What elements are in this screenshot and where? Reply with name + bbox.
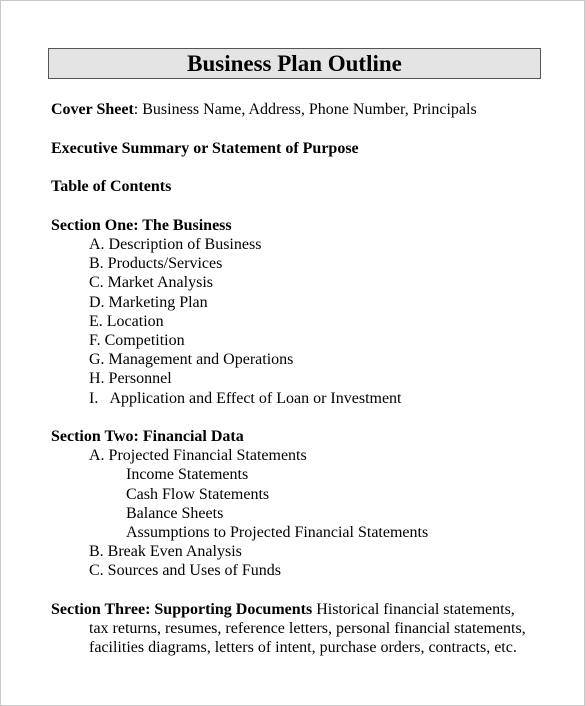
- section-one-item: B. Products/Services: [89, 255, 223, 272]
- table-of-contents-heading: Table of Contents: [51, 178, 172, 195]
- cover-sheet-text: : Business Name, Address, Phone Number, Principals: [133, 101, 477, 118]
- section-two-sub-item: Balance Sheets: [126, 505, 224, 522]
- section-two-sub-item: Assumptions to Projected Financial Statements: [126, 524, 429, 541]
- executive-summary-heading: Executive Summary or Statement of Purpose: [51, 140, 359, 157]
- section-one-item: G. Management and Operations: [89, 351, 294, 368]
- section-two-sub-item: Cash Flow Statements: [126, 486, 270, 503]
- section-one-item: F. Competition: [89, 332, 185, 349]
- section-one-item: H. Personnel: [89, 370, 172, 387]
- section-three-heading: Section Three: Supporting Documents: [51, 601, 313, 618]
- section-two-sub-item: Income Statements: [126, 466, 249, 483]
- section-two-item-b: B. Break Even Analysis: [89, 543, 242, 560]
- cover-sheet-label: Cover Sheet: [51, 101, 134, 118]
- section-three-line-1: [51, 600, 515, 619]
- section-two-item-a: A. Projected Financial Statements: [89, 447, 307, 464]
- section-two-heading: Section Two: Financial Data: [51, 428, 244, 445]
- section-one-item: C. Market Analysis: [89, 274, 213, 291]
- section-three-text-1: Historical financial statements,: [312, 601, 515, 618]
- section-one-item: I. Application and Effect of Loan or Investment: [89, 390, 402, 407]
- section-one-item: E. Location: [89, 313, 164, 330]
- cover-sheet-line: [51, 100, 477, 119]
- section-three-text-3: facilities diagrams, letters of intent, purchase orders, contracts, etc.: [89, 639, 517, 656]
- section-one-heading: Section One: The Business: [51, 217, 232, 234]
- section-two-item-c: C. Sources and Uses of Funds: [89, 562, 281, 579]
- section-one-item: A. Description of Business: [89, 236, 262, 253]
- page-title: Business Plan Outline: [48, 48, 541, 79]
- section-three-text-2: tax returns, resumes, reference letters, personal financial statements,: [89, 620, 526, 637]
- section-one-item: D. Marketing Plan: [89, 294, 208, 311]
